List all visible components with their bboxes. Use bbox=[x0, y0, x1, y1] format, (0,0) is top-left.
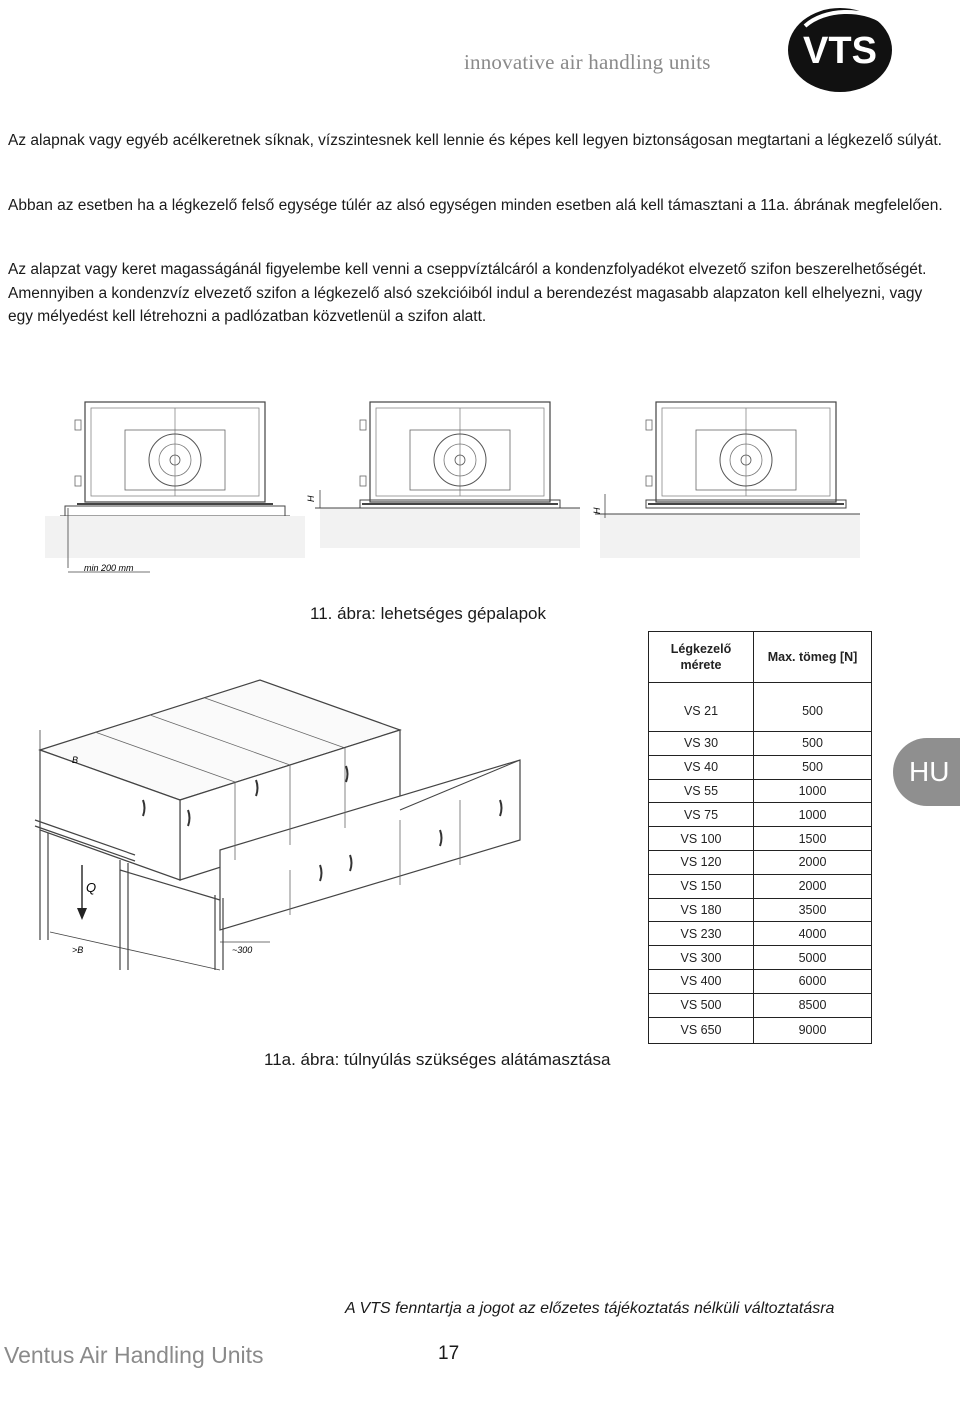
table-cell: VS 400 bbox=[649, 969, 754, 993]
table-cell: 3500 bbox=[754, 898, 872, 922]
page-number: 17 bbox=[438, 1343, 460, 1364]
table-row bbox=[649, 874, 872, 898]
table-cell: VS 650 bbox=[649, 1017, 754, 1043]
figure-11a-label-300: ~300 bbox=[232, 945, 253, 955]
table-cell: 1000 bbox=[754, 803, 872, 827]
figure-11a-label-b: B bbox=[72, 755, 79, 765]
table-row bbox=[649, 779, 872, 803]
table-cell: 500 bbox=[754, 683, 872, 732]
table-header-weight: Max. tömeg [N] bbox=[754, 632, 872, 683]
table-cell: VS 30 bbox=[649, 732, 754, 756]
table-cell: 1500 bbox=[754, 827, 872, 851]
table-row bbox=[649, 803, 872, 827]
figure-11-label-min: min 200 mm bbox=[84, 563, 134, 573]
figure-11-drawing bbox=[20, 390, 880, 590]
figure-11-caption: 11. ábra: lehetséges gépalapok bbox=[310, 604, 546, 623]
table-cell: VS 180 bbox=[649, 898, 754, 922]
max-weight-table bbox=[648, 631, 872, 1044]
table-cell: VS 150 bbox=[649, 874, 754, 898]
table-cell: VS 40 bbox=[649, 755, 754, 779]
paragraph-1: Az alapnak vagy egyéb acélkeretnek síknak, vízszintesnek kell lennie és képes kell legyen biztonságosan megtartani a légkezelő súlyát. bbox=[8, 132, 942, 149]
table-row bbox=[649, 1017, 872, 1043]
table-cell: 4000 bbox=[754, 922, 872, 946]
table-row bbox=[649, 850, 872, 874]
table-row bbox=[649, 898, 872, 922]
figure-11a-drawing bbox=[20, 670, 580, 980]
paragraph-3: Az alapzat vagy keret magasságánál figyelembe kell venni a cseppvíztálcáról a kondenzfolyadékot elvezető szifon beszerelhetőségét. Amennyiben a kondenzvíz elvezető szifon a légkezelő alsó szekcióiból indul a berendezést magasabb alapzaton kell elhelyezni, vagy egy mélyedést kell létrehozni a padlózatban közvetlenül a szifon alatt. bbox=[8, 261, 927, 325]
table-cell: VS 55 bbox=[649, 779, 754, 803]
language-tab: HU bbox=[893, 738, 960, 806]
figure-11-label-h-2: H bbox=[592, 507, 602, 514]
table-cell: VS 120 bbox=[649, 850, 754, 874]
table-cell: 500 bbox=[754, 732, 872, 756]
table-cell: 500 bbox=[754, 755, 872, 779]
footer-title: Ventus Air Handling Units bbox=[4, 1342, 264, 1368]
table-cell: VS 75 bbox=[649, 803, 754, 827]
figure-11a-label-gtb: >B bbox=[72, 945, 84, 955]
table-row bbox=[649, 969, 872, 993]
table-row bbox=[649, 732, 872, 756]
table-row bbox=[649, 922, 872, 946]
table-cell: VS 300 bbox=[649, 946, 754, 970]
table-row bbox=[649, 683, 872, 732]
table-cell: VS 230 bbox=[649, 922, 754, 946]
paragraph-2: Abban az esetben ha a légkezelő felső egysége túlér az alsó egységen minden esetben alá kell támasztani a 11a. ábrának megfelelően. bbox=[8, 197, 943, 214]
table-cell: VS 500 bbox=[649, 993, 754, 1017]
table-cell: VS 21 bbox=[649, 683, 754, 732]
header-tagline: innovative air handling units bbox=[464, 50, 711, 74]
table-row bbox=[649, 993, 872, 1017]
logo-text: VTS bbox=[803, 30, 877, 72]
table-row bbox=[649, 946, 872, 970]
table-row bbox=[649, 755, 872, 779]
table-header-size: Légkezelő mérete bbox=[649, 632, 754, 683]
table-cell: 8500 bbox=[754, 993, 872, 1017]
table-cell: 2000 bbox=[754, 850, 872, 874]
table-cell: 6000 bbox=[754, 969, 872, 993]
figure-11a-label-q: Q bbox=[86, 880, 97, 895]
table-row bbox=[649, 827, 872, 851]
table-cell: 2000 bbox=[754, 874, 872, 898]
figure-11a-caption: 11a. ábra: túlnyúlás szükséges alátámasztása bbox=[264, 1050, 611, 1069]
table-cell: 1000 bbox=[754, 779, 872, 803]
footer-note: A VTS fenntartja a jogot az előzetes tájékoztatás nélküli változtatásra bbox=[345, 1300, 835, 1317]
table-header-row bbox=[649, 632, 872, 683]
vts-logo bbox=[785, 2, 895, 94]
table-cell: 9000 bbox=[754, 1017, 872, 1043]
figure-11-label-h-1: H bbox=[306, 495, 316, 502]
table-cell: VS 100 bbox=[649, 827, 754, 851]
table-cell: 5000 bbox=[754, 946, 872, 970]
